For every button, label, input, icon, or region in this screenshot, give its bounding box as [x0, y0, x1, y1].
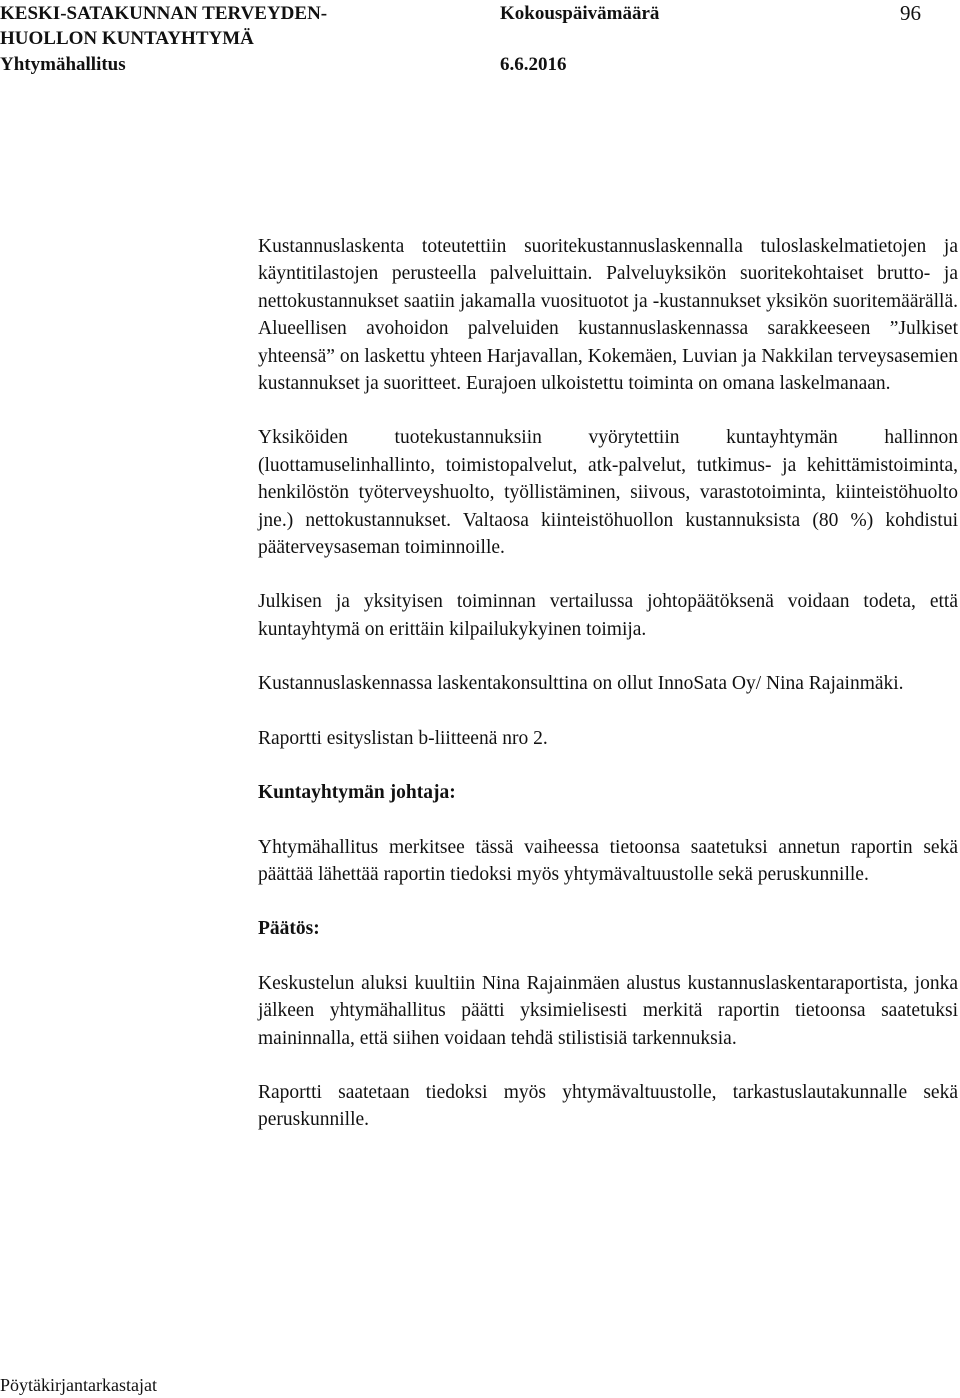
paragraph-director-proposal: Yhtymähallitus merkitsee tässä vaiheessa tietoonsa saatetuksi annetun raportin sekä päättää lähettää raportin tiedoksi myös yhtymävaltuustolle sekä peruskunnille. — [258, 836, 958, 885]
heading-director-proposal: Kuntayhtymän johtaja: — [258, 782, 456, 804]
paragraph-consultant: Kustannuslaskennassa laskentakonsulttina on ollut InnoSata Oy/ Nina Rajainmäki. — [258, 673, 904, 695]
paragraph-comparison-conclusion: Julkisen ja yksityisen toiminnan vertailussa johtopäätöksenä voidaan todeta, että kuntayhtymä on erittäin kilpailukykyinen toimija. — [258, 591, 958, 640]
header-meeting-date: 6.6.2016 — [500, 54, 567, 75]
heading-decision: Päätös: — [258, 918, 320, 940]
footer-minutes-examiners: Pöytäkirjantarkastajat — [0, 1375, 157, 1395]
paragraph-distribution: Raportti saatetaan tiedoksi myös yhtymävaltuustolle, tarkastuslautakunnalle sekä peruskunnille. — [258, 1081, 958, 1131]
paragraph-cost-calculation: Kustannuslaskenta toteutettiin suoritekustannuslaskennalla tuloslaskelmatietojen ja käyntitilastojen perusteella palveluittain. Palveluyksikön suoritekohtaiset brutto- ja nettokustannukset saatiin jakamalla vuosituotot ja -kustannukset yksikön suoritemäärällä. Alueellisen avohoidon palveluiden kustannuslaskennassa sarakkeeseen ”Julkiset yhteensä” on laskettu yhteen Harjavallan, Kokemäen, Luvian ja Nakkilan terveysasemien kustannukset ja suoritteet. Eurajoen ulkoistettu toiminta on omana laskelmanaan. — [258, 236, 958, 395]
paragraph-decision: Keskustelun aluksi kuultiin Nina Rajainmäen alustus kustannuslaskentaraportista, jonka jälkeen yhtymähallitus päätti yksimielisesti merkitä raportin tietoonsa saatetuksi maininnalla, että siihen voidaan tehdä stilistisiä tarkennuksia. — [258, 972, 958, 1049]
page-number: 96 — [900, 1, 921, 25]
paragraph-attachment: Raportti esityslistan b-liitteenä nro 2. — [258, 727, 548, 749]
header-governing-body: Yhtymähallitus — [0, 54, 126, 75]
header-date-label: Kokouspäivämäärä — [500, 3, 660, 24]
paragraph-overhead-allocation: Yksiköiden tuotekustannuksiin vyörytettiin kuntayhtymän hallinnon (luottamuselinhallinto, toimistopalvelut, atk-palvelut, tutkimus- ja kehittämistoiminta, henkilöstön työterveyshuolto, työllistäminen, siivous, varastotoiminta, kiinteistöhuolto jne.) nettokustannukset. Valtaosa kiinteistöhuollon kustannuksista (80 %) kohdistui pääterveysaseman toiminnoille. — [258, 427, 958, 559]
minutes-body — [258, 233, 958, 1134]
header-organization-line2: HUOLLON KUNTAYHTYMÄ — [0, 28, 254, 49]
header-organization-line1: KESKI-SATAKUNNAN TERVEYDEN- — [0, 3, 328, 24]
